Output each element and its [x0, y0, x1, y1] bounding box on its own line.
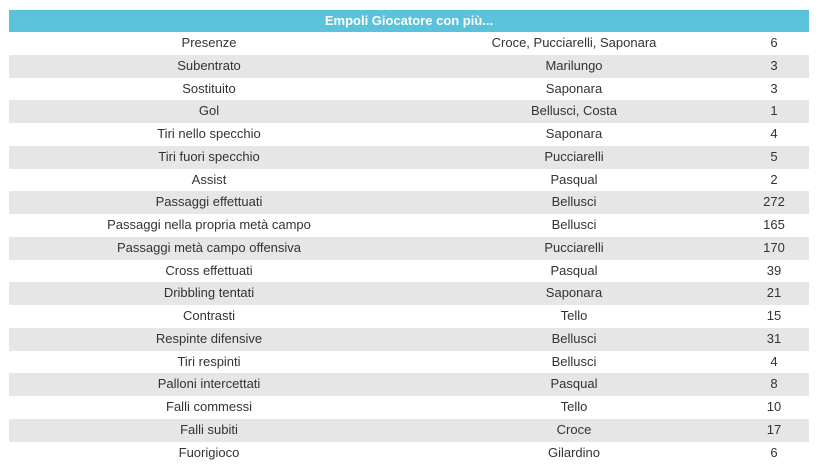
table-row: [9, 260, 809, 283]
player-cell: Bellusci: [551, 217, 597, 232]
player-cell: Saponara: [545, 80, 603, 96]
value-cell: 165: [763, 217, 785, 232]
player-cell: Croce, Pucciarelli, Saponara: [491, 35, 657, 50]
stat-cell: Sostituito: [182, 80, 236, 96]
stat-cell: Falli subiti: [180, 421, 238, 437]
stat-cell: Dribbling tentati: [163, 285, 255, 301]
table-row: [9, 305, 809, 328]
table-row: [9, 78, 809, 101]
value-cell: 21: [766, 285, 782, 301]
value-cell: 6: [770, 35, 778, 50]
player-cell: Bellusci: [551, 194, 597, 210]
stat-cell: Tiri fuori specchio: [158, 148, 260, 164]
player-cell: Bellusci: [551, 353, 597, 369]
table-row: [9, 419, 809, 442]
stat-cell: Passaggi metà campo offensiva: [116, 239, 302, 255]
table-row: [9, 123, 809, 146]
stats-table: [9, 10, 809, 464]
value-cell: 10: [766, 399, 782, 414]
stat-cell: Respinte difensive: [155, 330, 263, 346]
table-row: [9, 237, 809, 260]
stat-cell: Fuorigioco: [178, 444, 240, 460]
stat-cell: Gol: [198, 103, 220, 119]
table-row: [9, 55, 809, 78]
table-row: [9, 442, 809, 464]
stat-cell: Subentrato: [177, 57, 241, 73]
stat-cell: Tiri respinti: [177, 353, 241, 369]
table-row: [9, 351, 809, 374]
stat-cell: Contrasti: [182, 308, 236, 323]
table-body: [9, 32, 809, 464]
value-cell: 2: [770, 171, 778, 187]
value-cell: 15: [766, 308, 782, 323]
value-cell: 17: [766, 421, 782, 437]
stat-cell: Assist: [191, 171, 227, 187]
stat-cell: Passaggi nella propria metà campo: [107, 217, 311, 232]
value-cell: 3: [770, 80, 778, 96]
table-row: [9, 191, 809, 214]
value-cell: 8: [770, 376, 778, 392]
table-row: [9, 32, 809, 55]
value-cell: 170: [763, 239, 785, 255]
player-cell: Bellusci, Costa: [531, 103, 617, 119]
table-row: [9, 146, 809, 169]
table-title: Empoli Giocatore con più...: [9, 10, 809, 32]
table-row: [9, 282, 809, 305]
value-cell: 4: [770, 353, 778, 369]
value-cell: 5: [770, 148, 778, 164]
table-row: [9, 100, 809, 123]
stat-cell: Palloni intercettati: [157, 376, 261, 392]
player-cell: Bellusci: [551, 330, 597, 346]
player-cell: Pasqual: [550, 262, 598, 278]
player-cell: Marilungo: [545, 57, 603, 73]
player-cell: Tello: [560, 399, 588, 414]
value-cell: 31: [766, 330, 782, 346]
player-cell: Pasqual: [550, 171, 598, 187]
stat-cell: Falli commessi: [166, 399, 252, 414]
value-cell: 4: [770, 126, 778, 141]
player-cell: Pasqual: [550, 376, 598, 392]
table-row: [9, 373, 809, 396]
stat-cell: Passaggi effettuati: [155, 194, 263, 210]
value-cell: 272: [763, 194, 785, 210]
player-cell: Tello: [560, 308, 588, 323]
player-cell: Gilardino: [547, 444, 601, 460]
player-cell: Pucciarelli: [544, 239, 604, 255]
value-cell: 6: [770, 444, 778, 460]
table-row: [9, 328, 809, 351]
table-row: [9, 396, 809, 419]
value-cell: 39: [766, 262, 782, 278]
stat-cell: Cross effettuati: [165, 262, 253, 278]
player-cell: Saponara: [545, 126, 603, 141]
player-cell: Saponara: [545, 285, 603, 301]
stat-cell: Tiri nello specchio: [157, 126, 261, 141]
table-row: [9, 169, 809, 192]
player-cell: Croce: [556, 421, 592, 437]
stat-cell: Presenze: [181, 35, 237, 50]
value-cell: 1: [770, 103, 778, 119]
player-cell: Pucciarelli: [544, 148, 604, 164]
table-row: [9, 214, 809, 237]
value-cell: 3: [770, 57, 778, 73]
